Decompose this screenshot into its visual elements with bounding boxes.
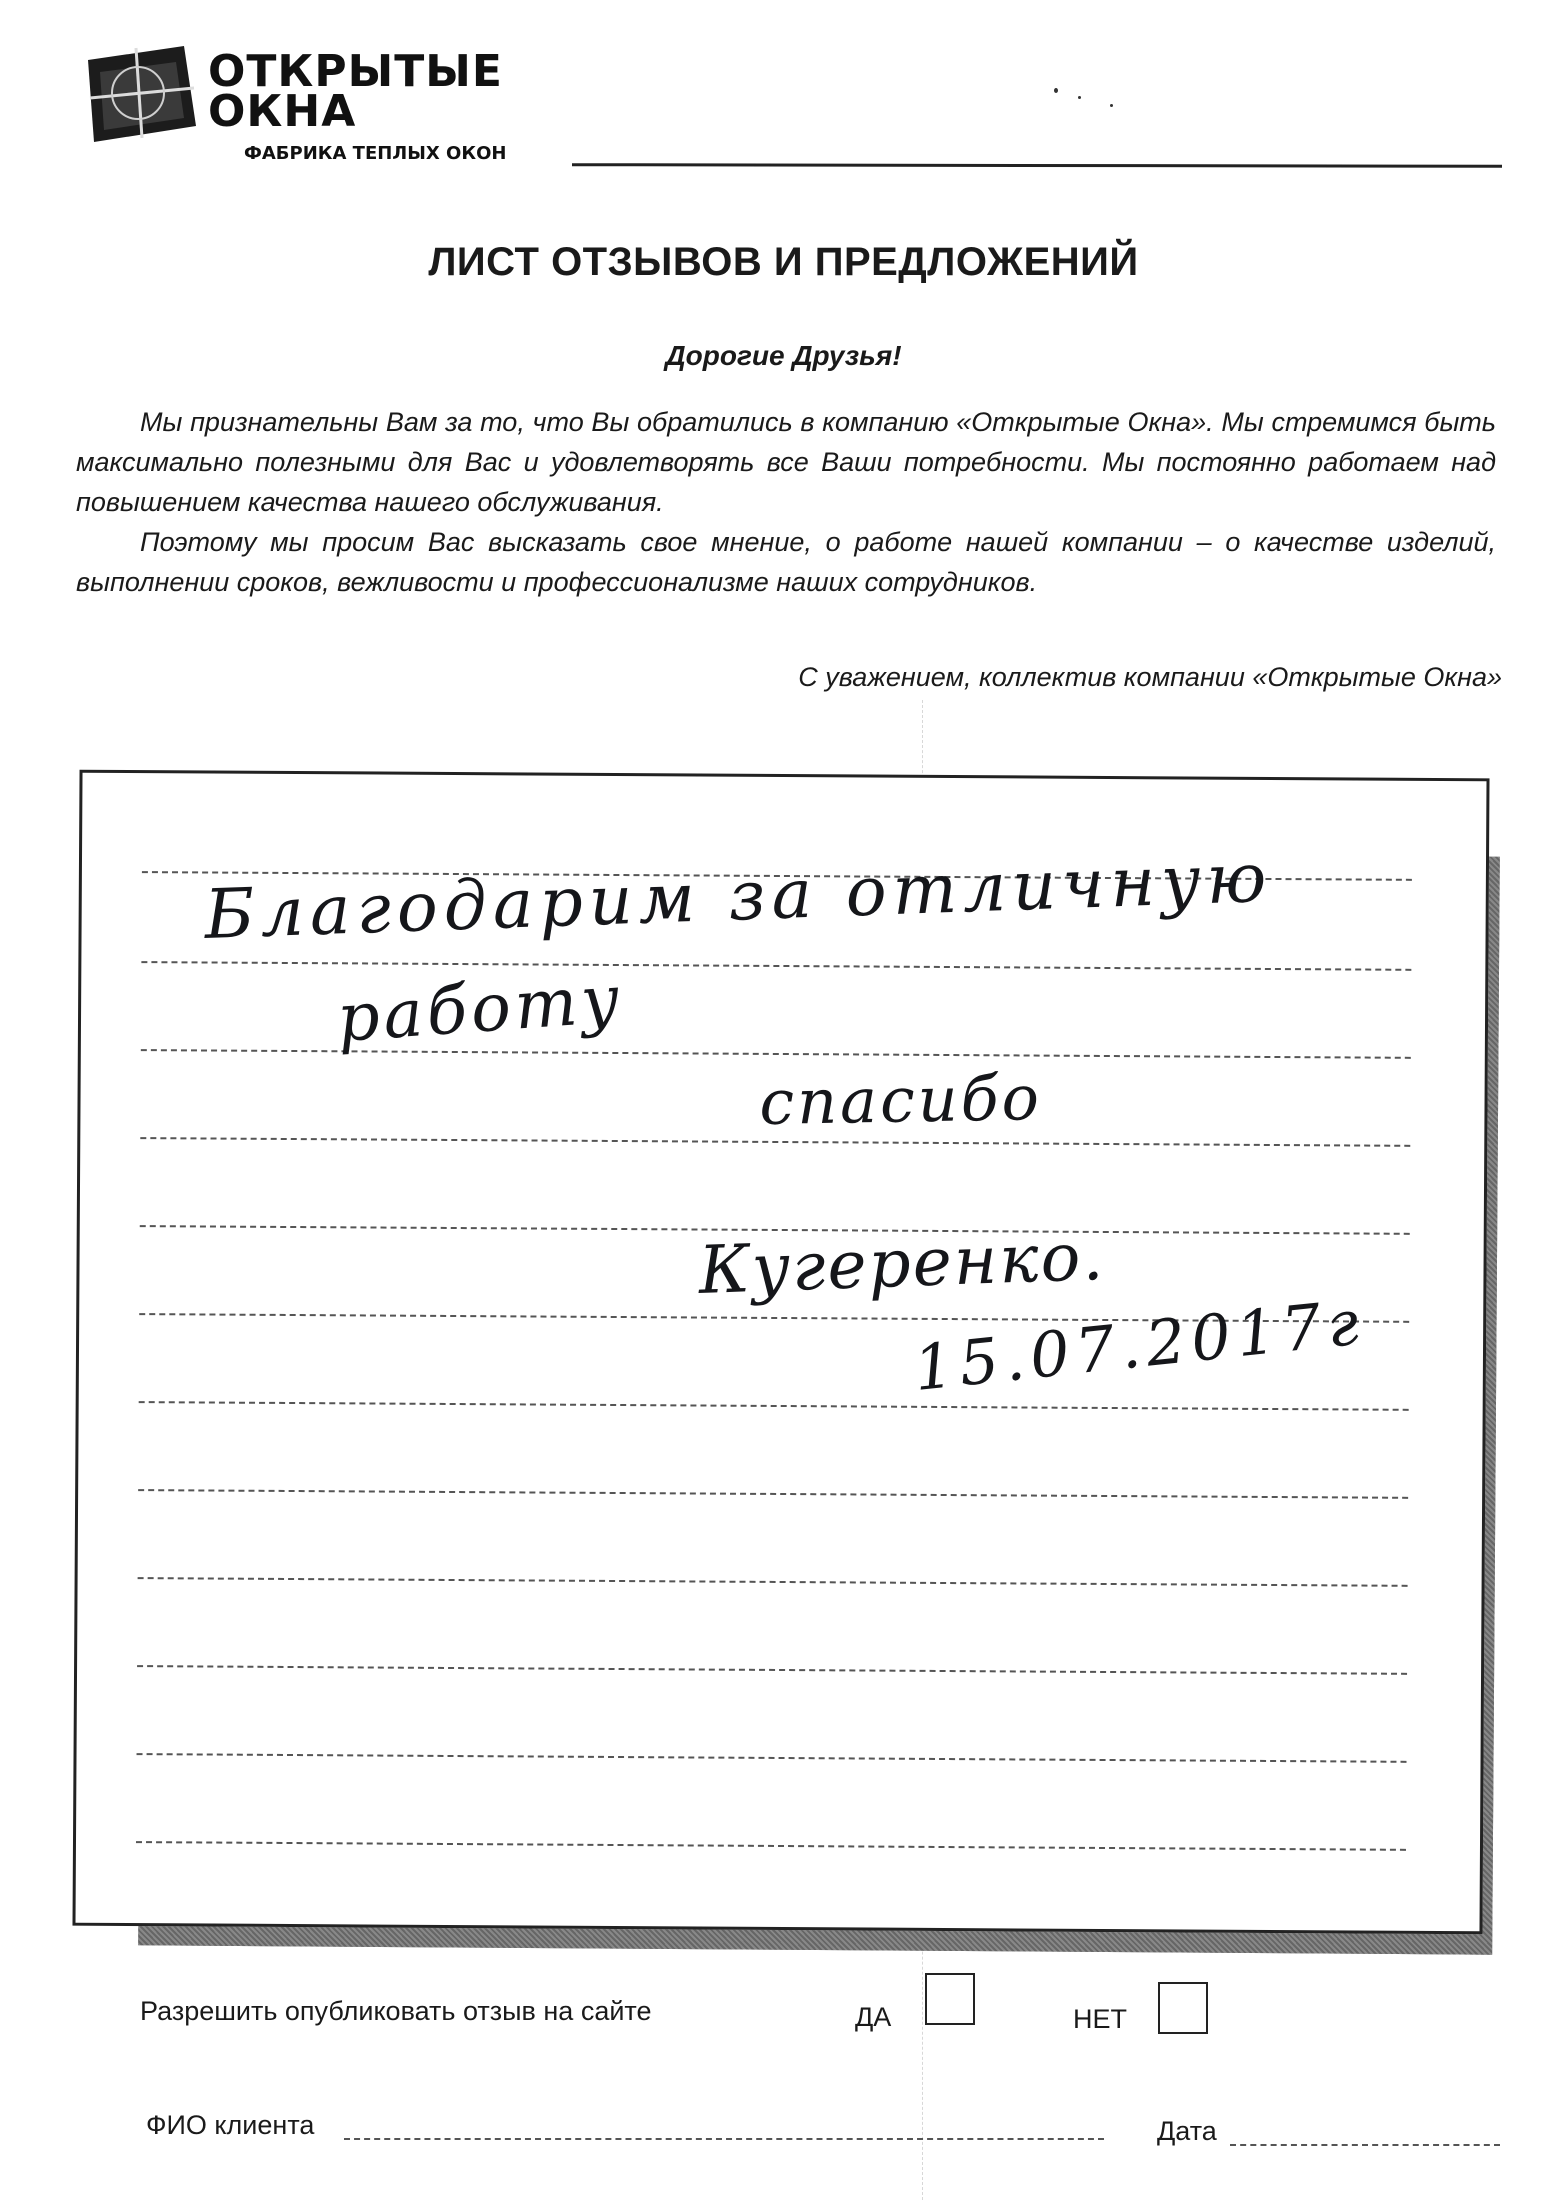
ruled-line <box>136 1841 1406 1851</box>
yes-checkbox[interactable] <box>925 1973 975 2025</box>
handwritten-line: работу <box>334 960 626 1057</box>
intro-paragraph: Мы признательны Вам за то, что Вы обратились в компанию «Открытые Окна». Мы стремимся быть максимально полезными для Вас и удовлетворять все Ваши потребности. Мы постоянно работаем над повышением качества нашего обслуживания. <box>76 407 1496 517</box>
ruled-line <box>138 1489 1408 1499</box>
brand-name <box>208 46 503 137</box>
scan-speck <box>1054 88 1058 93</box>
handwritten-line: Благодарим за отличную <box>203 838 1274 955</box>
no-checkbox[interactable] <box>1158 1982 1208 2034</box>
ruled-line <box>141 1049 1411 1059</box>
sheet-title: ЛИСТ ОТЗЫВОВ И ПРЕДЛОЖЕНИЙ <box>428 240 1139 284</box>
ruled-line <box>137 1665 1407 1675</box>
ruled-line <box>139 1401 1409 1411</box>
logo-window-icon <box>80 38 200 148</box>
handwritten-signature: Кугеренко. <box>697 1217 1107 1309</box>
handwritten-date: 15.07.2017г <box>910 1285 1368 1405</box>
date-field[interactable] <box>1230 2144 1500 2146</box>
greeting: Дорогие Друзья! <box>665 340 902 371</box>
brand-tagline: ФАБРИКА ТЕПЛЫХ ОКОН <box>244 143 507 164</box>
intro-text <box>76 402 1496 602</box>
yes-label: ДА <box>855 2002 892 2032</box>
client-name-field[interactable] <box>344 2138 1104 2140</box>
header-rule <box>572 163 1502 168</box>
brand-line-1: ОТКРЫТЫЕ <box>208 46 503 97</box>
no-label: НЕТ <box>1073 2004 1127 2034</box>
ruled-line <box>137 1753 1407 1763</box>
scan-speck <box>1110 104 1113 107</box>
brand-line-2: ОКНА <box>208 86 357 137</box>
scan-speck <box>1078 96 1081 99</box>
intro-paragraph: Поэтому мы просим Вас высказать свое мнение, о работе нашей компании – о качестве изделий, выполнении сроков, вежливости и профессионализме наших сотрудников. <box>76 527 1496 597</box>
client-name-label: ФИО клиента <box>146 2110 315 2140</box>
closing-signoff: С уважением, коллектив компании «Открытые Окна» <box>798 662 1502 692</box>
publish-consent-label: Разрешить опубликовать отзыв на сайте <box>140 1996 652 2026</box>
ruled-line <box>138 1577 1408 1587</box>
date-label: Дата <box>1157 2116 1217 2146</box>
ruled-line <box>141 961 1411 971</box>
handwritten-line: спасибо <box>758 1061 1043 1139</box>
